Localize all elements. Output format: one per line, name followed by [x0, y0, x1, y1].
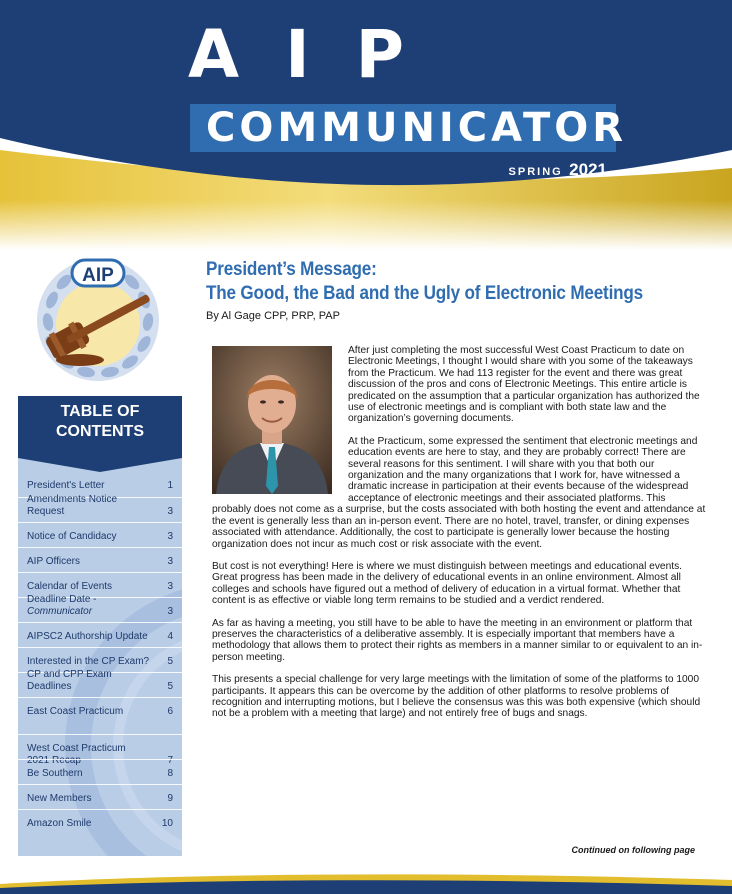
toc-item-label-text: CP and CPP Exam Deadlines [27, 669, 112, 692]
toc-item-label [27, 556, 157, 568]
toc-item-page: 7 [167, 755, 173, 766]
masthead-title-aip: AIP [188, 16, 451, 93]
aip-gavel-logo [32, 252, 164, 384]
issue-season: SPRING [508, 166, 563, 178]
article-paragraph: This presents a special challenge for very large meetings with the limitation of some of the platforms to 1000 participants. It appears this can be overcome by the addition of other platforms to resolve problems of recognition and interrupting motions, but I believe the consensus was this was both expensive (which should not be a problem with a meeting that large) and not entirely free of bugs and snags. [212, 674, 701, 720]
toc-item-page: 5 [167, 681, 173, 692]
toc-item-label [27, 793, 157, 805]
toc-item-label [27, 656, 157, 668]
toc-item-page: 3 [167, 506, 173, 517]
article-body [212, 345, 706, 731]
toc-item[interactable] [18, 784, 182, 810]
article-byline: By Al Gage CPP, PRP, PAP [206, 310, 340, 322]
toc-title [18, 402, 182, 442]
masthead-title-communicator: COMMUNICATOR [206, 105, 628, 151]
toc-item-label [27, 594, 157, 618]
toc-item-label [27, 631, 157, 643]
toc-item-label [27, 581, 157, 593]
toc-item-page: 9 [167, 793, 173, 804]
article-headline [206, 258, 643, 306]
issue-date [509, 160, 607, 180]
toc-item-label-text: AIPSC2 Authorship Update [27, 631, 148, 642]
toc-item-label-text: Deadline Date - [27, 594, 97, 605]
toc-item-page: 8 [167, 768, 173, 779]
toc-item-label-text: West Coast Practicum 2021 Recap [27, 743, 126, 766]
toc-item-label-text: Calendar of Events [27, 581, 113, 592]
toc-item-label-italic: Communicator [27, 606, 93, 617]
toc-item-page: 5 [167, 656, 173, 667]
toc-item-page: 3 [167, 556, 173, 567]
toc-item-label-text: Notice of Candidacy [27, 531, 117, 542]
toc-item-page: 3 [167, 606, 173, 617]
toc-item[interactable] [18, 547, 182, 573]
photo-wrap-spacer [212, 345, 348, 497]
toc-item-page: 3 [167, 581, 173, 592]
toc-header-notch [18, 458, 182, 472]
toc-item-label [27, 768, 157, 780]
table-of-contents [18, 396, 182, 856]
toc-item-label [27, 531, 157, 543]
headline-line-1: President’s Message: [206, 259, 377, 280]
continued-note: Continued on following page [571, 845, 695, 855]
toc-item[interactable] [18, 669, 182, 698]
issue-year: 2021 [569, 160, 607, 179]
toc-item-label-text: Amendments Notice Request [27, 494, 118, 517]
toc-item-page: 6 [167, 706, 173, 717]
toc-header [18, 396, 182, 458]
toc-item[interactable] [18, 809, 182, 835]
logo-aip-text: AIP [82, 265, 114, 286]
footer-swoosh [0, 862, 732, 894]
toc-item-label-text: East Coast Practicum [27, 706, 124, 717]
toc-item-label-text: Amazon Smile [27, 818, 92, 829]
toc-item[interactable] [18, 522, 182, 548]
article-paragraph: But cost is not everything! Here is where we must distinguish between meetings and educational events. Great progress has been made in the delivery of educational events in an online environment. Almost all colleges and schools have figured out a method of delivery of education in a virtual format. Whether that content is as effective or viable long term remains to be studied and a verdict rendered. [212, 560, 683, 607]
toc-item[interactable] [18, 594, 182, 623]
article-paragraph: As far as having a meeting, you still have to be able to have the meeting in an environment or platform that preserves the characteristics of a deliberative assembly. It is especially important that members have a methodology that allows them to protect their rights as members in a manner similar to or equivalent to an in-person meeting. [212, 617, 703, 663]
toc-item[interactable] [18, 622, 182, 648]
toc-item-page: 3 [167, 531, 173, 542]
toc-item[interactable] [18, 697, 182, 723]
toc-item-label-text: Be Southern [27, 768, 83, 779]
toc-item-label-text: President's Letter [27, 480, 105, 491]
headline-line-2: The Good, the Bad and the Ugly of Electronic Meetings [206, 283, 644, 304]
toc-item-page: 4 [167, 631, 173, 642]
toc-item[interactable] [18, 759, 182, 785]
article-paragraph: After just completing the most successful West Coast Practicum to date on Electronic Meetings, I thought I would share with you some of the takeaways from the Practicum. We had 113 register for the event and there was great discussion of the pros and cons of Electronic Meetings. This entire article is predicated on the assumption that a particular organization has authorized the use of electronic meetings and is compliant with both state law and the organization’s governing documents. [348, 345, 700, 425]
toc-item-label-text: AIP Officers [27, 556, 80, 567]
article-paragraph: At the Practicum, some expressed the sentiment that electronic meetings and education events are here to stay, and they are probably correct! There are several reasons for this sentiment. I will share with you that both our organization and the many organizations that I work for, have witnessed a dramatic increase in participation at their events because of the widespread acceptance of electronic meetings and their associated platforms. This probably does not come as a surprise, but the costs associated with both hosting the event and attendance at the event is generally less than an in-person event. There are no hotel, travel, transfer, or dining expenses associated with attendance. Additionally, the cost to participate is generally lower because the hosting organization does not incur as much cost or risk associate with the event. [212, 435, 706, 550]
toc-title-line-1: TABLE OF [60, 403, 140, 420]
toc-item-page: 1 [167, 480, 173, 491]
toc-item-label [27, 494, 157, 518]
toc-item-page: 10 [161, 818, 173, 829]
toc-item[interactable] [18, 494, 182, 523]
toc-item-label-text: Interested in the CP Exam? [27, 656, 150, 667]
toc-item-label [27, 669, 157, 693]
toc-item-label [27, 818, 157, 830]
toc-item-label-text: New Members [27, 793, 92, 804]
toc-title-line-2: CONTENTS [56, 423, 144, 440]
toc-item-label [27, 706, 157, 718]
toc-item-label [27, 480, 157, 492]
